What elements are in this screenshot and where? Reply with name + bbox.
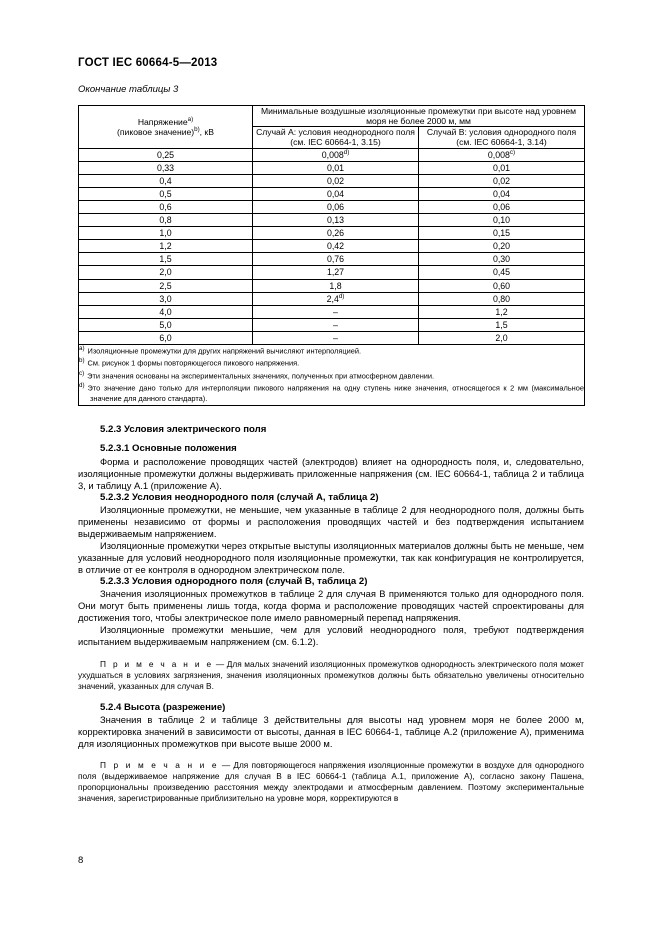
cell-case-a bbox=[253, 227, 419, 240]
cell-voltage: 2,5 bbox=[79, 279, 253, 292]
cell-case-b bbox=[419, 200, 585, 213]
spacer bbox=[78, 750, 584, 760]
cell-case-a-value: 0,008 bbox=[321, 149, 344, 160]
cell-case-a bbox=[253, 174, 419, 187]
footnote-a bbox=[79, 345, 584, 357]
footnote-b bbox=[79, 357, 584, 369]
footnote-a-text: Изоляционные промежутки для других напряжений вычисляют интерполяцией. bbox=[87, 346, 362, 356]
table-row bbox=[79, 174, 585, 187]
cell-case-a bbox=[253, 305, 419, 318]
cell-case-a-value: 1,8 bbox=[329, 280, 342, 291]
spacer bbox=[78, 692, 584, 702]
footnote-a-mark: a) bbox=[79, 344, 85, 352]
cell-case-a-value: – bbox=[333, 332, 338, 343]
footnote-b-mark: b) bbox=[79, 357, 85, 365]
cell-voltage: 0,25 bbox=[79, 148, 253, 161]
heading-5-2-4: 5.2.4 Высота (разрежение) bbox=[100, 701, 226, 713]
cell-case-a bbox=[253, 200, 419, 213]
table-3-container bbox=[78, 105, 584, 406]
cell-case-a-sup: d) bbox=[338, 292, 345, 300]
cell-case-a-value: 0,13 bbox=[326, 215, 345, 226]
table-row bbox=[79, 266, 585, 279]
cell-case-b bbox=[419, 292, 585, 305]
note-5-2-3-3 bbox=[78, 659, 584, 692]
cell-voltage: 6,0 bbox=[79, 331, 253, 344]
table-footnotes bbox=[79, 344, 585, 405]
header-voltage-line1: Напряжение bbox=[137, 116, 188, 127]
header-voltage-sup-b: b) bbox=[194, 125, 200, 133]
cell-case-b bbox=[419, 240, 585, 253]
table-row bbox=[79, 279, 585, 292]
header-voltage-line2-post: , кВ bbox=[199, 126, 214, 137]
cell-case-b-value: 0,008 bbox=[487, 149, 510, 160]
table-body bbox=[79, 148, 585, 406]
cell-case-a bbox=[253, 148, 419, 161]
note-text: — Для малых значений изоляционных промежутков однородность электрического поля может ухудшаться в условиях загрязнения, значения изоляционных промежутков должны быть обязательно увеличены относительно значений, указанных для случая В. bbox=[78, 658, 584, 691]
cell-voltage: 4,0 bbox=[79, 305, 253, 318]
header-voltage-line2-pre: (пиковое значение) bbox=[117, 126, 195, 137]
footnote-c-mark: c) bbox=[79, 369, 85, 377]
table-row bbox=[79, 292, 585, 305]
header-case-b: Случай В: условия однородного поля (см. IEC 60664-1, 3.14) bbox=[419, 127, 585, 148]
paragraph-5-2-3-2-2: Изоляционные промежутки через открытые выступы изоляционных материалов должны быть не меньше, чем указанные для условий неоднородного поля изоляционные промежутки, так как конфигурация не контролируется, в отличие от ее контроля в однородном электрическом поле. bbox=[78, 539, 584, 576]
cell-case-b-value: 0,15 bbox=[492, 228, 511, 239]
cell-case-a-value: 0,76 bbox=[326, 254, 345, 265]
spacer bbox=[78, 649, 584, 659]
cell-voltage: 0,4 bbox=[79, 174, 253, 187]
cell-voltage: 1,5 bbox=[79, 253, 253, 266]
cell-case-a-value: 1,27 bbox=[326, 267, 345, 278]
cell-case-b bbox=[419, 266, 585, 279]
cell-case-b-value: 0,60 bbox=[492, 280, 511, 291]
cell-case-a bbox=[253, 214, 419, 227]
table-row bbox=[79, 214, 585, 227]
cell-case-b bbox=[419, 214, 585, 227]
insulation-clearance-table bbox=[78, 105, 585, 406]
table-row bbox=[79, 200, 585, 213]
standard-title: ГОСТ IEC 60664-5—2013 bbox=[78, 57, 218, 69]
note-text: — Для повторяющегося напряжения изоляционные промежутки в воздухе для однородного поля (выдерживаемое напряжение для случая В в IEC 60664-1 (таблица А.1, приложение А), согласно закону Пашена, пропорциональны произведению расстояния между электродами и атмосферным давлением. Поэтому экспериментальные значения, зарегистрированные приблизительно на уровне моря, корректируются в bbox=[78, 759, 584, 804]
header-clearance-span: Минимальные воздушные изоляционные промежутки при высоте над уровнем моря не более 2000 м, мм bbox=[253, 106, 585, 127]
paragraph-5-2-3-1: Форма и расположение проводящих частей (электродов) влияет на однородность поля, и, следовательно, изоляционные промежутки должны выдерживать приложенные напряжения (см. IEC 60664-1, таблица 2 и таблица 3, и таблицу А.1 (приложение А). bbox=[78, 455, 584, 491]
footnote-c bbox=[79, 370, 584, 382]
table-row bbox=[79, 148, 585, 161]
cell-case-b-value: 0,02 bbox=[492, 175, 511, 186]
note-5-2-4 bbox=[78, 760, 584, 804]
footnote-d-mark: d) bbox=[79, 382, 85, 390]
table-row bbox=[79, 253, 585, 266]
cell-case-a bbox=[253, 292, 419, 305]
cell-case-b-value: 0,04 bbox=[492, 188, 511, 199]
cell-case-a bbox=[253, 318, 419, 331]
cell-case-a-value: – bbox=[333, 319, 338, 330]
cell-case-a-value: 0,26 bbox=[326, 228, 345, 239]
heading-5-2-3-1: 5.2.3.1 Основные положения bbox=[100, 443, 237, 455]
cell-case-a-value: – bbox=[333, 306, 338, 317]
cell-case-b-value: 1,2 bbox=[495, 306, 508, 317]
cell-case-a-value: 0,42 bbox=[326, 241, 345, 252]
cell-case-b-value: 0,80 bbox=[492, 293, 511, 304]
header-voltage-sup-a: a) bbox=[187, 115, 194, 123]
cell-case-b bbox=[419, 318, 585, 331]
cell-case-a bbox=[253, 331, 419, 344]
cell-case-a-value: 2,4 bbox=[326, 293, 339, 304]
cell-case-b-value: 1,5 bbox=[495, 319, 508, 330]
cell-case-a-value: 0,01 bbox=[326, 162, 345, 173]
cell-voltage: 0,5 bbox=[79, 187, 253, 200]
note-label: П р и м е ч а н и е bbox=[100, 759, 219, 770]
table-row bbox=[79, 318, 585, 331]
paragraph-5-2-3-3-1: Значения изоляционных промежутков в таблице 2 для случая В применяются только для однородного поля. Они могут быть применены лишь тогда, когда форма и расположение проводящих частей спроектированы для достижения того, чтобы электрическое поле имело равномерный перепад напряжения. bbox=[78, 588, 584, 624]
cell-case-a bbox=[253, 266, 419, 279]
cell-case-b-value: 0,20 bbox=[492, 241, 511, 252]
note-label: П р и м е ч а н и е bbox=[100, 658, 214, 669]
header-voltage bbox=[79, 106, 253, 149]
cell-case-b-value: 0,45 bbox=[492, 267, 511, 278]
cell-case-a bbox=[253, 240, 419, 253]
table-caption: Окончание таблицы 3 bbox=[78, 84, 179, 95]
table-row bbox=[79, 161, 585, 174]
paragraph-5-2-4: Значения в таблице 2 и таблице 3 действительны для высоты над уровнем моря не более 2000 м, корректировка значений в зависимости от высоты, данная в IEC 60664-1, таблице А.2 (приложение А), применима для изоляционных промежутков при высоте выше 2000 м. bbox=[78, 713, 584, 749]
page-number: 8 bbox=[78, 855, 84, 866]
cell-case-b bbox=[419, 305, 585, 318]
header-case-a: Случай А: условия неоднородного поля (см. IEC 60664-1, 3.15) bbox=[253, 127, 419, 148]
cell-case-a-sup: d) bbox=[343, 148, 350, 156]
paragraph-5-2-3-2-1: Изоляционные промежутки, не меньшие, чем указанные в таблице 2 для неоднородного поля, должны быть применены независимо от формы и расположения проводящих частей и без подтверждения испытанием выдерживаемым напряжением. bbox=[78, 503, 584, 539]
cell-case-b-sup: c) bbox=[509, 148, 516, 156]
table-row bbox=[79, 240, 585, 253]
cell-case-a-value: 0,06 bbox=[326, 201, 345, 212]
heading-5-2-3-2: 5.2.3.2 Условия неоднородного поля (случай А, таблица 2) bbox=[100, 491, 379, 503]
cell-case-b-value: 0,10 bbox=[492, 215, 511, 226]
cell-voltage: 0,6 bbox=[79, 200, 253, 213]
heading-5-2-3: 5.2.3 Условия электрического поля bbox=[100, 424, 267, 435]
cell-case-a bbox=[253, 253, 419, 266]
cell-case-a bbox=[253, 279, 419, 292]
cell-case-b-value: 0,30 bbox=[492, 254, 511, 265]
cell-case-b bbox=[419, 161, 585, 174]
cell-case-b-value: 2,0 bbox=[495, 332, 508, 343]
cell-case-b bbox=[419, 279, 585, 292]
cell-case-b bbox=[419, 253, 585, 266]
cell-voltage: 1,0 bbox=[79, 227, 253, 240]
table-row bbox=[79, 331, 585, 344]
cell-case-b bbox=[419, 187, 585, 200]
cell-case-b-value: 0,06 bbox=[492, 201, 511, 212]
footnote-d bbox=[79, 382, 584, 405]
cell-voltage: 0,33 bbox=[79, 161, 253, 174]
table-header-row-1 bbox=[79, 106, 585, 127]
cell-case-a bbox=[253, 187, 419, 200]
cell-voltage: 3,0 bbox=[79, 292, 253, 305]
cell-case-a-value: 0,02 bbox=[326, 175, 345, 186]
cell-voltage: 5,0 bbox=[79, 318, 253, 331]
table-row bbox=[79, 187, 585, 200]
table-footnotes-row bbox=[79, 344, 585, 405]
footnote-b-text: См. рисунок 1 формы повторяющегося пикового напряжения. bbox=[87, 358, 300, 368]
cell-case-a-value: 0,04 bbox=[326, 188, 345, 199]
paragraph-5-2-3-3-2: Изоляционные промежутки меньшие, чем для условий неоднородного поля, требуют подтверждения испытанием выдерживаемым напряжением (см. 6.1.2). bbox=[78, 624, 584, 648]
footnote-d-text: Это значение дано только для интерполяции пикового напряжения на одну ступень ниже значения, относящегося к 2 мм (максимальное значение для данного стандарта). bbox=[87, 383, 584, 404]
cell-voltage: 0,8 bbox=[79, 214, 253, 227]
cell-voltage: 2,0 bbox=[79, 266, 253, 279]
body-text-area bbox=[78, 424, 584, 804]
cell-case-b bbox=[419, 148, 585, 161]
cell-case-b bbox=[419, 174, 585, 187]
footnote-c-text: Эти значения основаны на экспериментальных значениях, полученных при атмосферном давлении. bbox=[87, 371, 435, 381]
cell-voltage: 1,2 bbox=[79, 240, 253, 253]
table-row bbox=[79, 305, 585, 318]
cell-case-b-value: 0,01 bbox=[492, 162, 511, 173]
cell-case-b bbox=[419, 331, 585, 344]
cell-case-a bbox=[253, 161, 419, 174]
cell-case-b bbox=[419, 227, 585, 240]
heading-5-2-3-3: 5.2.3.3 Условия однородного поля (случай В, таблица 2) bbox=[100, 576, 368, 588]
table-row bbox=[79, 227, 585, 240]
